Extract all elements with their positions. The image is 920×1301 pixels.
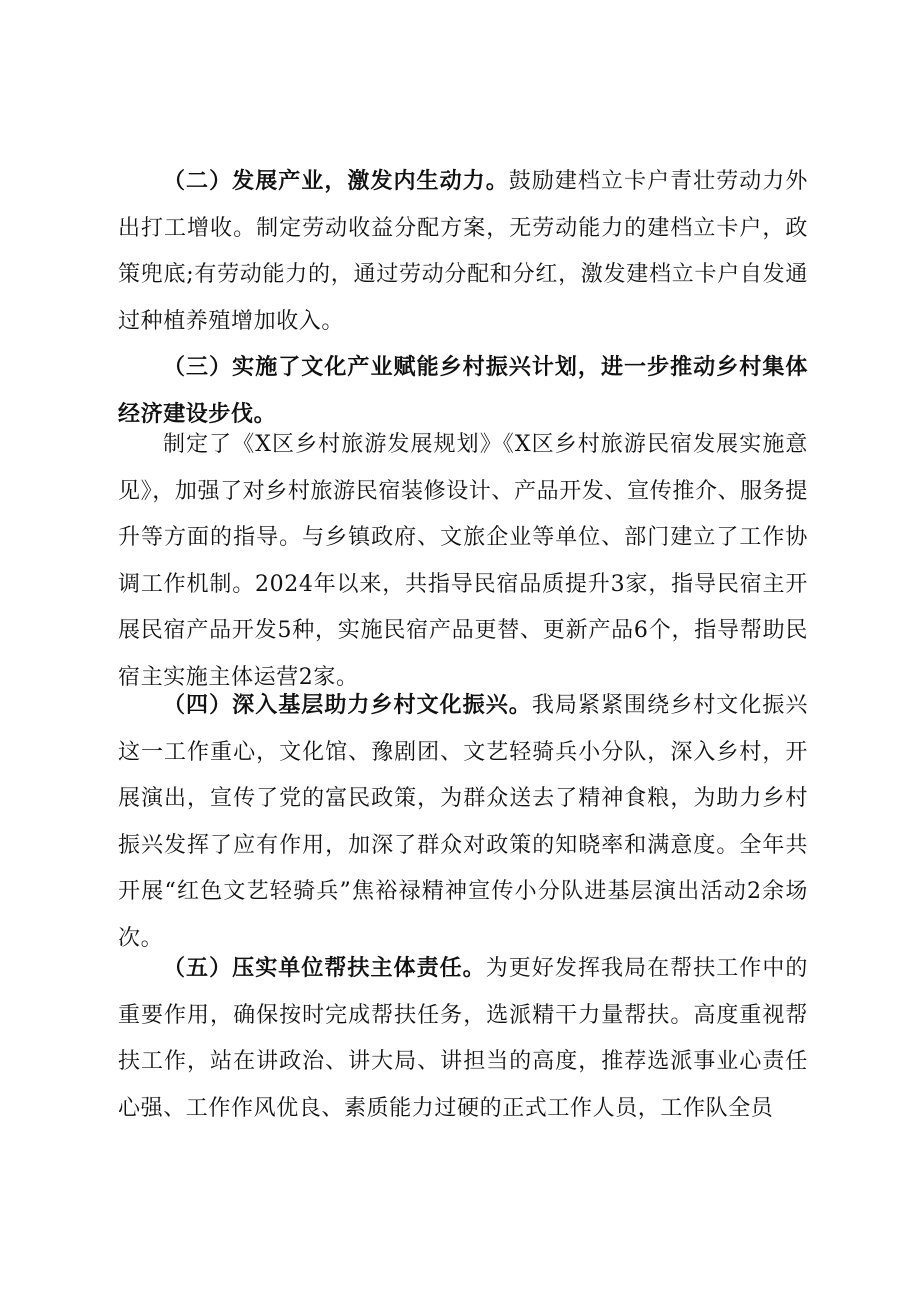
section-2-paragraph	[118, 158, 808, 345]
section-5-lead: （五）压实单位帮扶主体责任。	[163, 955, 486, 981]
section-5-paragraph	[118, 945, 808, 1132]
section-3-body: 制定了《X区乡村旅游发展规划》《X区乡村旅游民宿发展实施意见》，加强了对乡村旅游民宿装修设计、产品开发、宣传推介、服务提升等方面的指导。与乡镇政府、文旅企业等单位、部门建立了工作协调工作机制。2024年以来，共指导民宿品质提升3家，指导民宿主开展民宿产品开发5种，实施民宿产品更替、更新产品6个，指导帮助民宿主实施主体运营2家。	[118, 432, 808, 690]
section-4-lead: （四）深入基层助力乡村文化振兴。	[163, 692, 532, 718]
section-4-body: 我局紧紧围绕乡村文化振兴这一工作重心，文化馆、豫剧团、文艺轻骑兵小分队，深入乡村，开展演出，宣传了党的富民政策，为群众送去了精神食粮，为助力乡村振兴发挥了应有作用，加深了群众对政策的知晓率和满意度。全年共开展“红色文艺轻骑兵”焦裕禄精神宣传小分队进基层演出活动2余场次。	[118, 693, 808, 951]
section-3-heading: （三）实施了文化产业赋能乡村振兴计划，进一步推动乡村集体经济建设步伐。	[118, 354, 808, 427]
section-2-body: 鼓励建档立卡户青壮劳动力外出打工增收。制定劳动收益分配方案，无劳动能力的建档立卡户，政策兜底;有劳动能力的，通过劳动分配和分红，激发建档立卡户自发通过种植养殖增加收入。	[118, 169, 808, 334]
section-4-paragraph	[118, 682, 808, 962]
section-2-lead: （二）发展产业，激发内生动力。	[163, 168, 509, 194]
section-5-body: 为更好发挥我局在帮扶工作中的重要作用，确保按时完成帮扶任务，选派精干力量帮扶。高度重视帮扶工作，站在讲政治、讲大局、讲担当的高度，推荐选派事业心责任心强、工作作风优良、素质能力过硬的正式工作人员，工作队全员	[118, 956, 809, 1121]
